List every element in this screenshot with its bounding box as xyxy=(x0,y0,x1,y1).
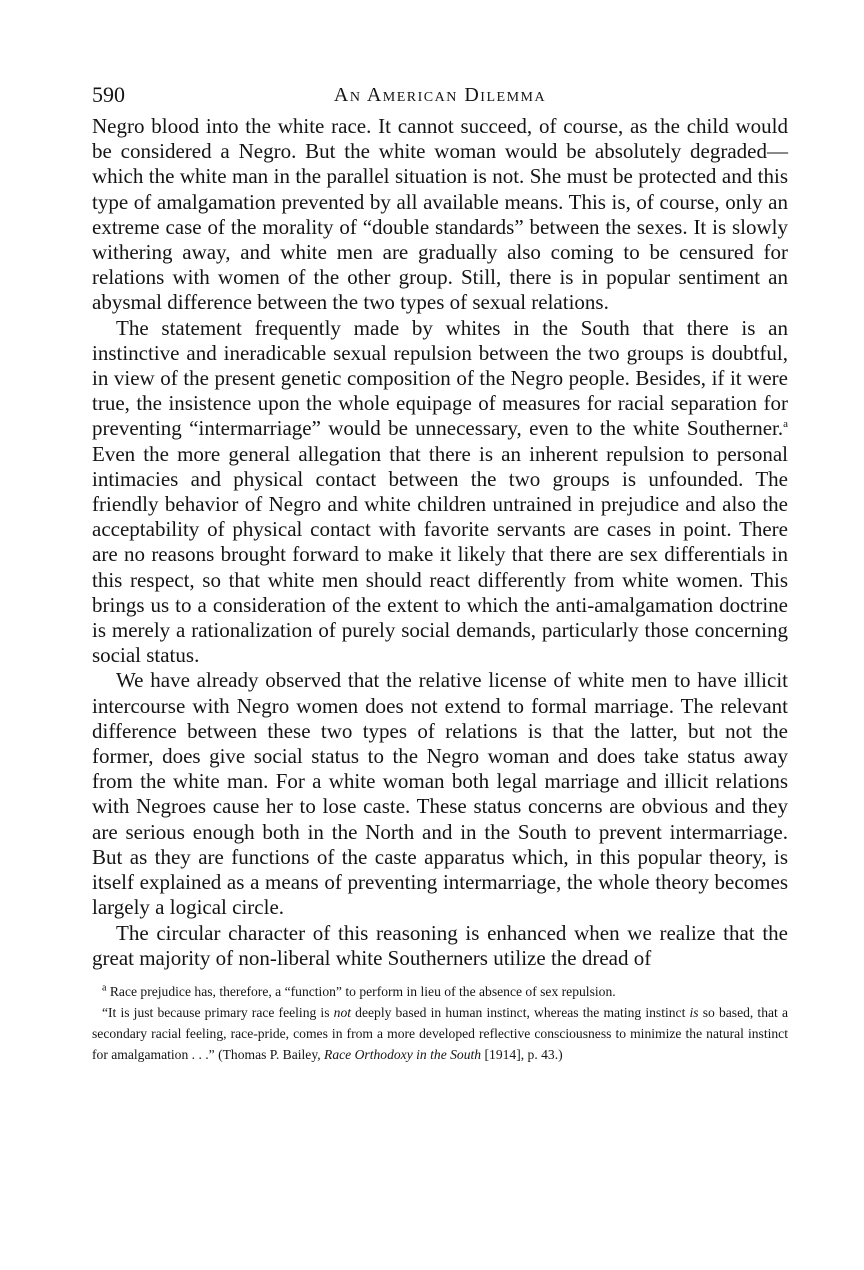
footnote-reference[interactable]: a xyxy=(783,418,788,431)
paragraph-text: Even the more general allegation that there is an inherent repulsion to personal intimacies and physical contact between the two groups is unfounded. The friendly behavior of Negro and white children untrained in prejudice and also the acceptability of physical contact with favorite servants are cases in point. There are no reasons brought forward to make it likely that there are sex differentials in this respect, so that white men should react differently from white women. This brings us to a consideration of the extent to which the anti-amalgamation doctrine is merely a rationalization of purely social demands, particularly those concerning social status. xyxy=(92,441,788,668)
running-title: An American Dilemma xyxy=(333,84,547,106)
footnote-text: deeply based in human instinct, whereas the mating instinct xyxy=(351,1004,690,1020)
page-number: 590 xyxy=(92,82,125,107)
footnote xyxy=(92,981,788,1002)
paragraph-circular: The circular character of this reasoning is enhanced when we realize that the great majority of non-liberal white Southerners utilize the dread of xyxy=(92,920,788,970)
footnote-text: Race prejudice has, therefore, a “function” to perform in lieu of the absence of sex repulsion. xyxy=(109,983,616,999)
paragraph-repulsion xyxy=(92,316,788,669)
footnote-quotation xyxy=(92,1002,788,1065)
running-head xyxy=(92,80,788,114)
body-text xyxy=(92,114,788,971)
footnote-text: [1914], p. 43.) xyxy=(481,1046,563,1062)
footnote-text: so based, that a secondary racial feeling, race-pride, comes in from a more developed reflective consciousness to minimize the natural instinct for amalgamation . . .” (Thomas P. Bailey, xyxy=(92,1004,788,1062)
cited-book-title: Race Orthodoxy in the South xyxy=(324,1046,482,1062)
paragraph-status: We have already observed that the relative license of white men to have illicit intercourse with Negro women does not extend to formal marriage. The relevant difference between these two types of relations is that the latter, but not the former, does give social status to the Negro woman and does take status away from the white man. For a white woman both legal marriage and illicit relations with Negroes cause her to lose caste. These status concerns are obvious and they are serious enough both in the North and in the South to prevent intermarriage. But as they are functions of the caste apparatus which, in this popular theory, is itself explained as a means of preventing intermarriage, the whole theory becomes largely a logical circle. xyxy=(92,668,788,920)
footnote-emphasis: not xyxy=(333,1004,352,1020)
paragraph-text: The statement frequently made by whites in the South that there is an instinctive and ineradicable sexual repulsion between the two groups is doubtful, in view of the present genetic composition of the Negro people. Besides, if it were true, the insistence upon the whole equipage of measures for racial separation for preventing “intermarriage” would be unnecessary, even to the white Southerner. xyxy=(92,315,788,441)
paragraph-continued: Negro blood into the white race. It cannot succeed, of course, as the child would be considered a Negro. But the white woman would be absolutely degraded—which the white man in the parallel situation is not. She must be protected and this type of amalgamation prevented by all available means. This is, of course, only an extreme case of the morality of “double standards” between the sexes. It is slowly withering away, and white men are gradually also coming to be censured for relations with women of the other group. Still, there is in popular sentiment an abysmal difference between the two types of sexual relations. xyxy=(92,114,788,315)
footnote-emphasis: is xyxy=(689,1004,699,1020)
footnote-mark: a xyxy=(102,982,107,994)
footnote-text: “It is just because primary race feeling is xyxy=(102,1004,334,1020)
footnotes xyxy=(92,981,788,1065)
book-page xyxy=(92,80,788,1065)
